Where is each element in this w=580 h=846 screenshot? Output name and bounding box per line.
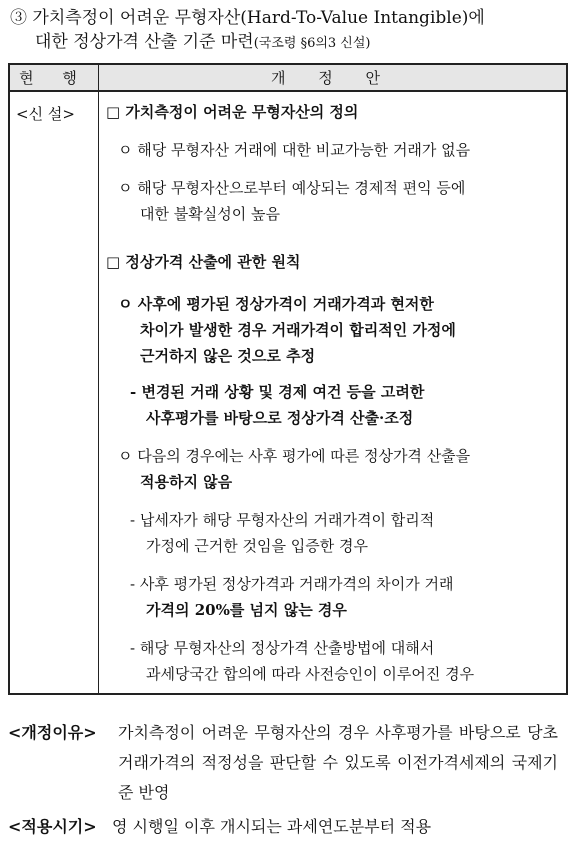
section-title <box>10 6 570 56</box>
table-header <box>10 65 566 92</box>
bullet-uncertainty-1: ㅇ 해당 무형자산으로부터 예상되는 경제적 편익 등에 <box>118 179 466 197</box>
reason-text: 가치측정이 어려운 무형자산의 경우 사후평가를 바탕으로 당초 거래가격의 적정성을 판단할 수 있도록 이전가격세제의 국제기준 반영 <box>118 723 558 802</box>
reason-label: <개정이유> <box>8 723 97 742</box>
detail-line1: - 변경된 거래 상황 및 경제 여건 등을 고려한 <box>130 383 425 401</box>
exception1-line1: - 납세자가 해당 무형자산의 거래가격이 합리적 <box>130 511 435 529</box>
heading-principle: □ 정상가격 산출에 관한 원칙 <box>106 253 301 271</box>
column-divider <box>98 65 99 693</box>
title-line2: 대한 정상가격 산출 기준 마련 <box>35 32 254 52</box>
exception-intro-1: ㅇ 다음의 경우에는 사후 평가에 따른 정상가격 산출을 <box>118 447 471 465</box>
bullet-no-comparable: ㅇ 해당 무형자산 거래에 대한 비교가능한 거래가 없음 <box>118 141 471 159</box>
effective-block <box>8 812 568 844</box>
current-cell: <신 설> <box>16 105 75 123</box>
effective-label: <적용시기> <box>8 817 97 836</box>
exception3-line2: 과세당국간 합의에 따라 사전승인이 이루어진 경우 <box>146 665 475 683</box>
exception-intro-2: 적용하지 않음 <box>140 473 233 491</box>
title-line1: ③ 가치측정이 어려운 무형자산(Hard-To-Value Intangible)에 <box>10 8 485 28</box>
reason-block <box>8 718 568 814</box>
principle-line2: 차이가 발생한 경우 거래가격이 합리적인 가정에 <box>140 321 456 339</box>
exception3-line1: - 해당 무형자산의 정상가격 산출방법에 대해서 <box>130 639 435 657</box>
exception2-line2: 가격의 20%를 넘지 않는 경우 <box>146 601 347 619</box>
exception1-line2: 가정에 근거한 것임을 입증한 경우 <box>146 537 368 555</box>
detail-line2: 사후평가를 바탕으로 정상가격 산출·조정 <box>146 409 414 427</box>
comparison-table <box>8 63 568 695</box>
heading-definition: □ 가치측정이 어려운 무형자산의 정의 <box>106 103 359 121</box>
bullet-uncertainty-2: 대한 불확실성이 높음 <box>140 205 280 223</box>
exception2-line1: - 사후 평가된 정상가격과 거래가격의 차이가 거래 <box>130 575 454 593</box>
principle-line1: ㅇ 사후에 평가된 정상가격이 거래가격과 현저한 <box>118 295 434 313</box>
effective-text: 영 시행일 이후 개시되는 과세연도분부터 적용 <box>112 817 432 836</box>
header-proposed: 개 정 안 <box>270 69 394 87</box>
title-reference-note: (국조령 §6의3 신설) <box>253 36 371 51</box>
principle-line3: 근거하지 않은 것으로 추정 <box>140 347 316 365</box>
header-current: 현 행 <box>19 69 89 87</box>
